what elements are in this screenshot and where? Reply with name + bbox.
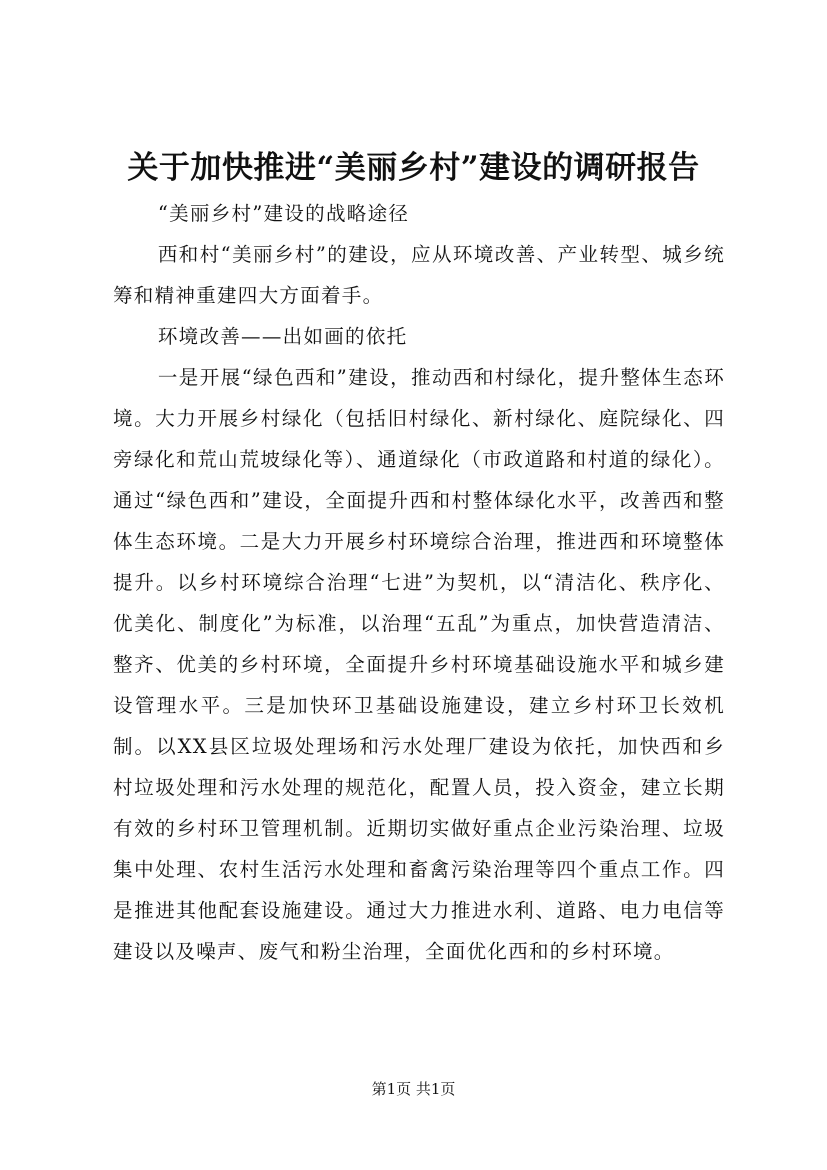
body-paragraph: 一是开展“绿色西和”建设，推动西和村绿化，提升整体生态环境。大力开展乡村绿化（包括旧村绿化、新村绿化、庭院绿化、四旁绿化和荒山荒坡绿化等）、通道绿化（市政道路和村道的绿化）。通过“绿色西和”建设，全面提升西和村整体绿化水平，改善西和整体生态环境。二是大力开展乡村环境综合治理，推进西和环境整体提升。以乡村环境综合治理“七进”为契机，以“清洁化、秩序化、优美化、制度化”为标准，以治理“五乱”为重点，加快营造清洁、整齐、优美的乡村环境，全面提升乡村环境基础设施水平和城乡建设管理水平。三是加快环卫基础设施建设，建立乡村环卫长效机制。以XX县区垃圾处理场和污水处理厂建设为依托，加快西和乡村垃圾处理和污水处理的规范化，配置人员，投入资金，建立长期有效的乡村环卫管理机制。近期切实做好重点企业污染治理、垃圾集中处理、农村生活污水处理和畜禽污染治理等四个重点工作。四是推进其他配套设施建设。通过大力推进水利、道路、电力电信等建设以及噪声、废气和粉尘治理，全面优化西和的乡村环境。 xyxy=(113,366,725,963)
body-paragraph: 西和村“美丽乡村”的建设，应从环境改善、产业转型、城乡统筹和精神重建四大方面着手。 xyxy=(113,243,725,307)
document-title: 关于加快推进“美丽乡村”建设的调研报告 xyxy=(127,150,700,186)
page-number-footer: 第1页 共1页 xyxy=(371,1080,456,1098)
document-body xyxy=(113,193,725,972)
section-heading: “美丽乡村”建设的战略途径 xyxy=(157,202,410,225)
section-heading: 环境改善——出如画的依托 xyxy=(157,325,408,348)
